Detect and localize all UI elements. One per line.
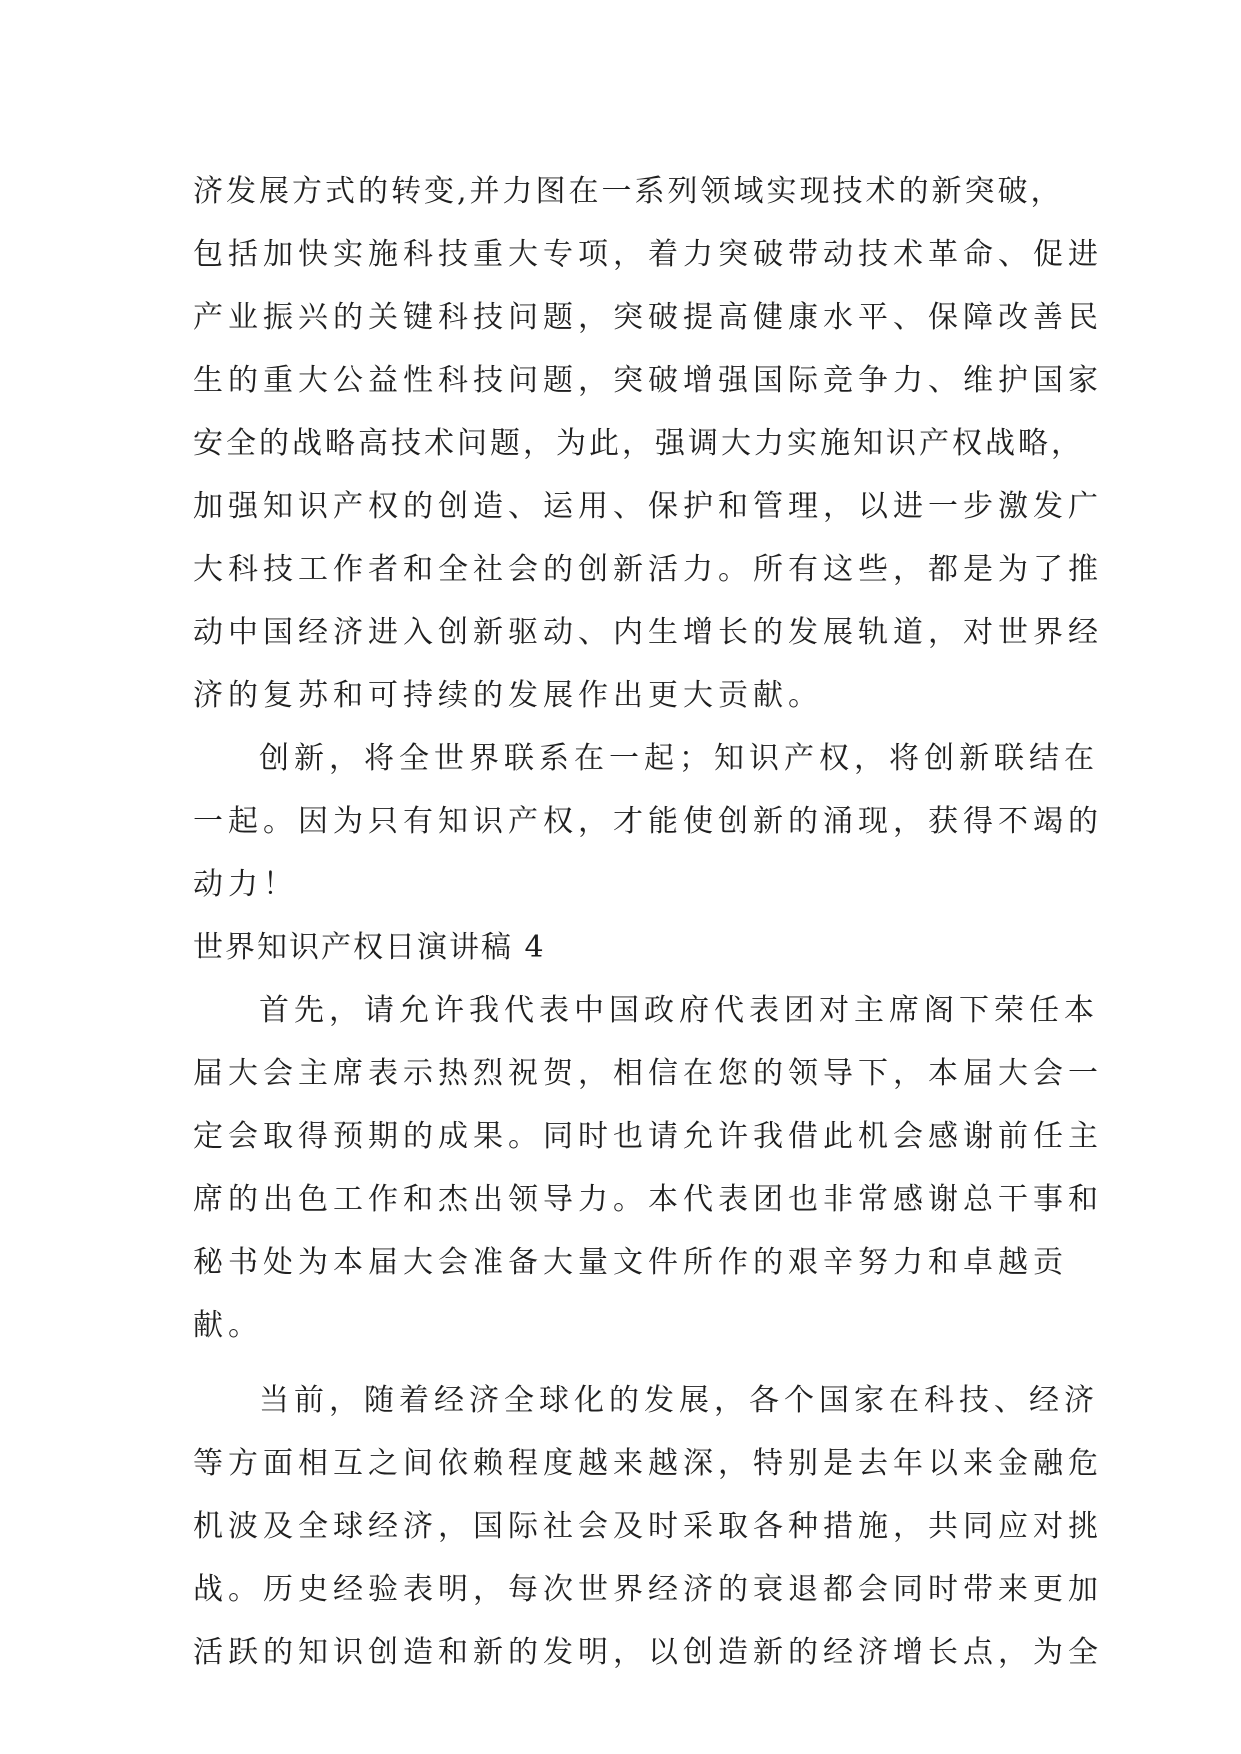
- text-line: 届大会主席表示热烈祝贺，相信在您的领导下，本届大会一: [193, 1056, 1103, 1091]
- text-line: 动力！: [193, 867, 298, 902]
- text-line: 定会取得预期的成果。同时也请允许我借此机会感谢前任主: [193, 1119, 1103, 1154]
- text-line: 生的重大公益性科技问题，突破增强国际竞争力、维护国家: [193, 363, 1103, 398]
- document-body: [193, 160, 1103, 1684]
- text-line: 活跃的知识创造和新的发明，以创造新的经济增长点，为全: [193, 1635, 1103, 1670]
- text-line: 包括加快实施科技重大专项，着力突破带动技术革命、促进: [193, 237, 1103, 272]
- text-line: 战。历史经验表明，每次世界经济的衰退都会同时带来更加: [193, 1572, 1103, 1607]
- paragraph: [193, 979, 1103, 1357]
- text-line: 济发展方式的转变,并力图在一系列领域实现技术的新突破，: [193, 174, 1064, 209]
- text-line: 一起。因为只有知识产权，才能使创新的涌现，获得不竭的: [193, 804, 1103, 839]
- text-line: 加强知识产权的创造、运用、保护和管理，以进一步激发广: [193, 489, 1103, 524]
- text-line: 大科技工作者和全社会的创新活力。所有这些，都是为了推: [193, 552, 1103, 587]
- paragraph: [193, 160, 1103, 727]
- text-line: 秘书处为本届大会准备大量文件所作的艰辛努力和卓越贡: [193, 1245, 1068, 1280]
- text-line: 动中国经济进入创新驱动、内生增长的发展轨道，对世界经: [193, 615, 1103, 650]
- paragraph: [193, 1369, 1103, 1684]
- text-line: 首先，请允许我代表中国政府代表团对主席阁下荣任本: [259, 993, 1099, 1028]
- text-line: 机波及全球经济，国际社会及时采取各种措施，共同应对挑: [193, 1509, 1103, 1544]
- text-line: 济的复苏和可持续的发展作出更大贡献。: [193, 678, 823, 713]
- paragraph-spacer: [193, 1357, 1073, 1369]
- text-line: 献。: [193, 1308, 263, 1343]
- text-line: 席的出色工作和杰出领导力。本代表团也非常感谢总干事和: [193, 1182, 1103, 1217]
- section-heading: 世界知识产权日演讲稿 4: [193, 930, 546, 965]
- text-line: 当前，随着经济全球化的发展，各个国家在科技、经济: [259, 1383, 1099, 1418]
- text-line: 产业振兴的关键科技问题，突破提高健康水平、保障改善民: [193, 300, 1103, 335]
- paragraph: [193, 727, 1103, 916]
- text-line: 安全的战略高技术问题，为此，强调大力实施知识产权战略，: [193, 426, 1084, 461]
- text-line: 等方面相互之间依赖程度越来越深，特别是去年以来金融危: [193, 1446, 1103, 1481]
- text-line: 创新，将全世界联系在一起；知识产权，将创新联结在: [259, 741, 1099, 776]
